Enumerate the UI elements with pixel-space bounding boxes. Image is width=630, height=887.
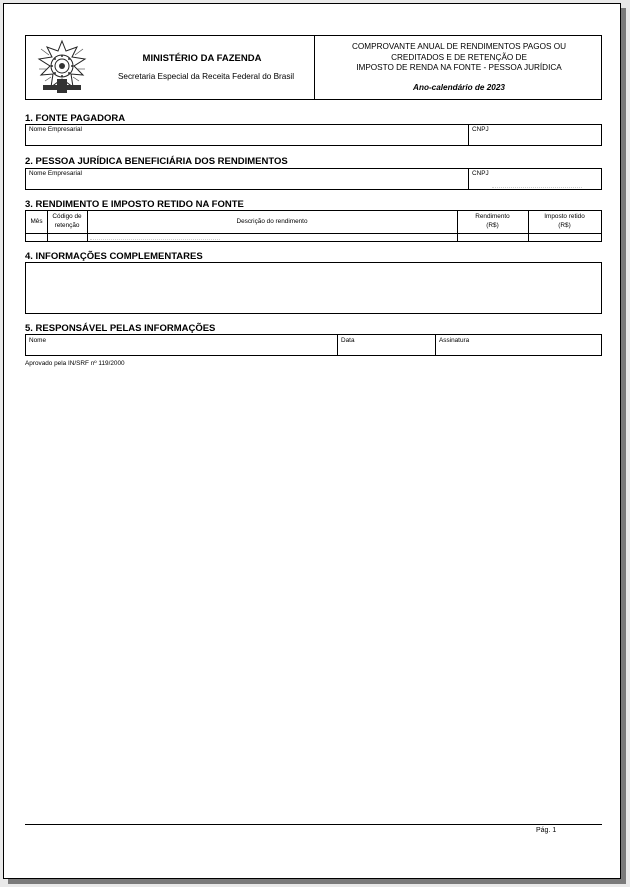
document-title [316, 42, 602, 74]
field-divider [468, 169, 469, 189]
header-line: (R$) [486, 222, 499, 229]
header-line: Imposto retido [544, 213, 585, 220]
nome-label: Nome [29, 337, 47, 344]
header-line: (R$) [558, 222, 571, 229]
column-divider [87, 211, 88, 241]
column-header-mes: Mês [30, 218, 43, 225]
section2-title: 2. PESSOA JURÍDICA BENEFICIÁRIA DOS RENDIMENTOS [25, 156, 288, 167]
page-number: Pág. 1 [536, 827, 557, 834]
rendimentos-table [25, 210, 602, 242]
section1-title: 1. FONTE PAGADORA [25, 113, 126, 124]
document-page [3, 3, 621, 879]
beneficiaria-box [25, 168, 602, 190]
column-header-rendimento [457, 212, 528, 230]
informacoes-complementares-box [25, 262, 602, 314]
faint-row-text [90, 237, 220, 240]
brasao-republica-icon [35, 39, 89, 97]
aprovado-note: Aprovado pela IN/SRF nº 119/2000 [25, 360, 125, 367]
ano-calendario: Ano-calendário de 2023 [413, 83, 505, 92]
ministry-name: MINISTÉRIO DA FAZENDA [142, 53, 262, 64]
cnpj-label: CNPJ [472, 170, 489, 177]
nome-empresarial-label: Nome Empresarial [29, 170, 82, 177]
cnpj-label: CNPJ [472, 126, 489, 133]
fonte-pagadora-box [25, 124, 602, 146]
column-header-descricao: Descrição do rendimento [236, 218, 308, 225]
faint-cnpj-text [492, 182, 582, 188]
header-line: retenção [54, 222, 80, 229]
data-label: Data [341, 337, 355, 344]
nome-empresarial-label: Nome Empresarial [29, 126, 82, 133]
header-row-divider [26, 233, 601, 234]
document-header [25, 35, 602, 100]
field-divider [468, 125, 469, 145]
column-header-codigo [47, 212, 87, 230]
secretaria-name: Secretaria Especial da Receita Federal do Brasil [117, 72, 295, 81]
section5-title: 5. RESPONSÁVEL PELAS INFORMAÇÕES [25, 323, 216, 334]
responsavel-box [25, 334, 602, 356]
column-header-imposto [528, 212, 601, 230]
field-divider [435, 335, 436, 355]
title-line: IMPOSTO DE RENDA NA FONTE - PESSOA JURÍDICA [356, 63, 562, 72]
header-line: Rendimento [475, 213, 510, 220]
section4-title: 4. INFORMAÇÕES COMPLEMENTARES [25, 251, 203, 262]
header-line: Código de [52, 213, 82, 220]
header-divider [314, 36, 315, 99]
field-divider [337, 335, 338, 355]
title-line: COMPROVANTE ANUAL DE RENDIMENTOS PAGOS OU [352, 42, 566, 51]
title-line: CREDITADOS E DE RETENÇÃO DE [391, 52, 527, 62]
footer-rule [25, 824, 602, 825]
assinatura-label: Assinatura [439, 337, 470, 344]
section3-title: 3. RENDIMENTO E IMPOSTO RETIDO NA FONTE [25, 199, 244, 210]
